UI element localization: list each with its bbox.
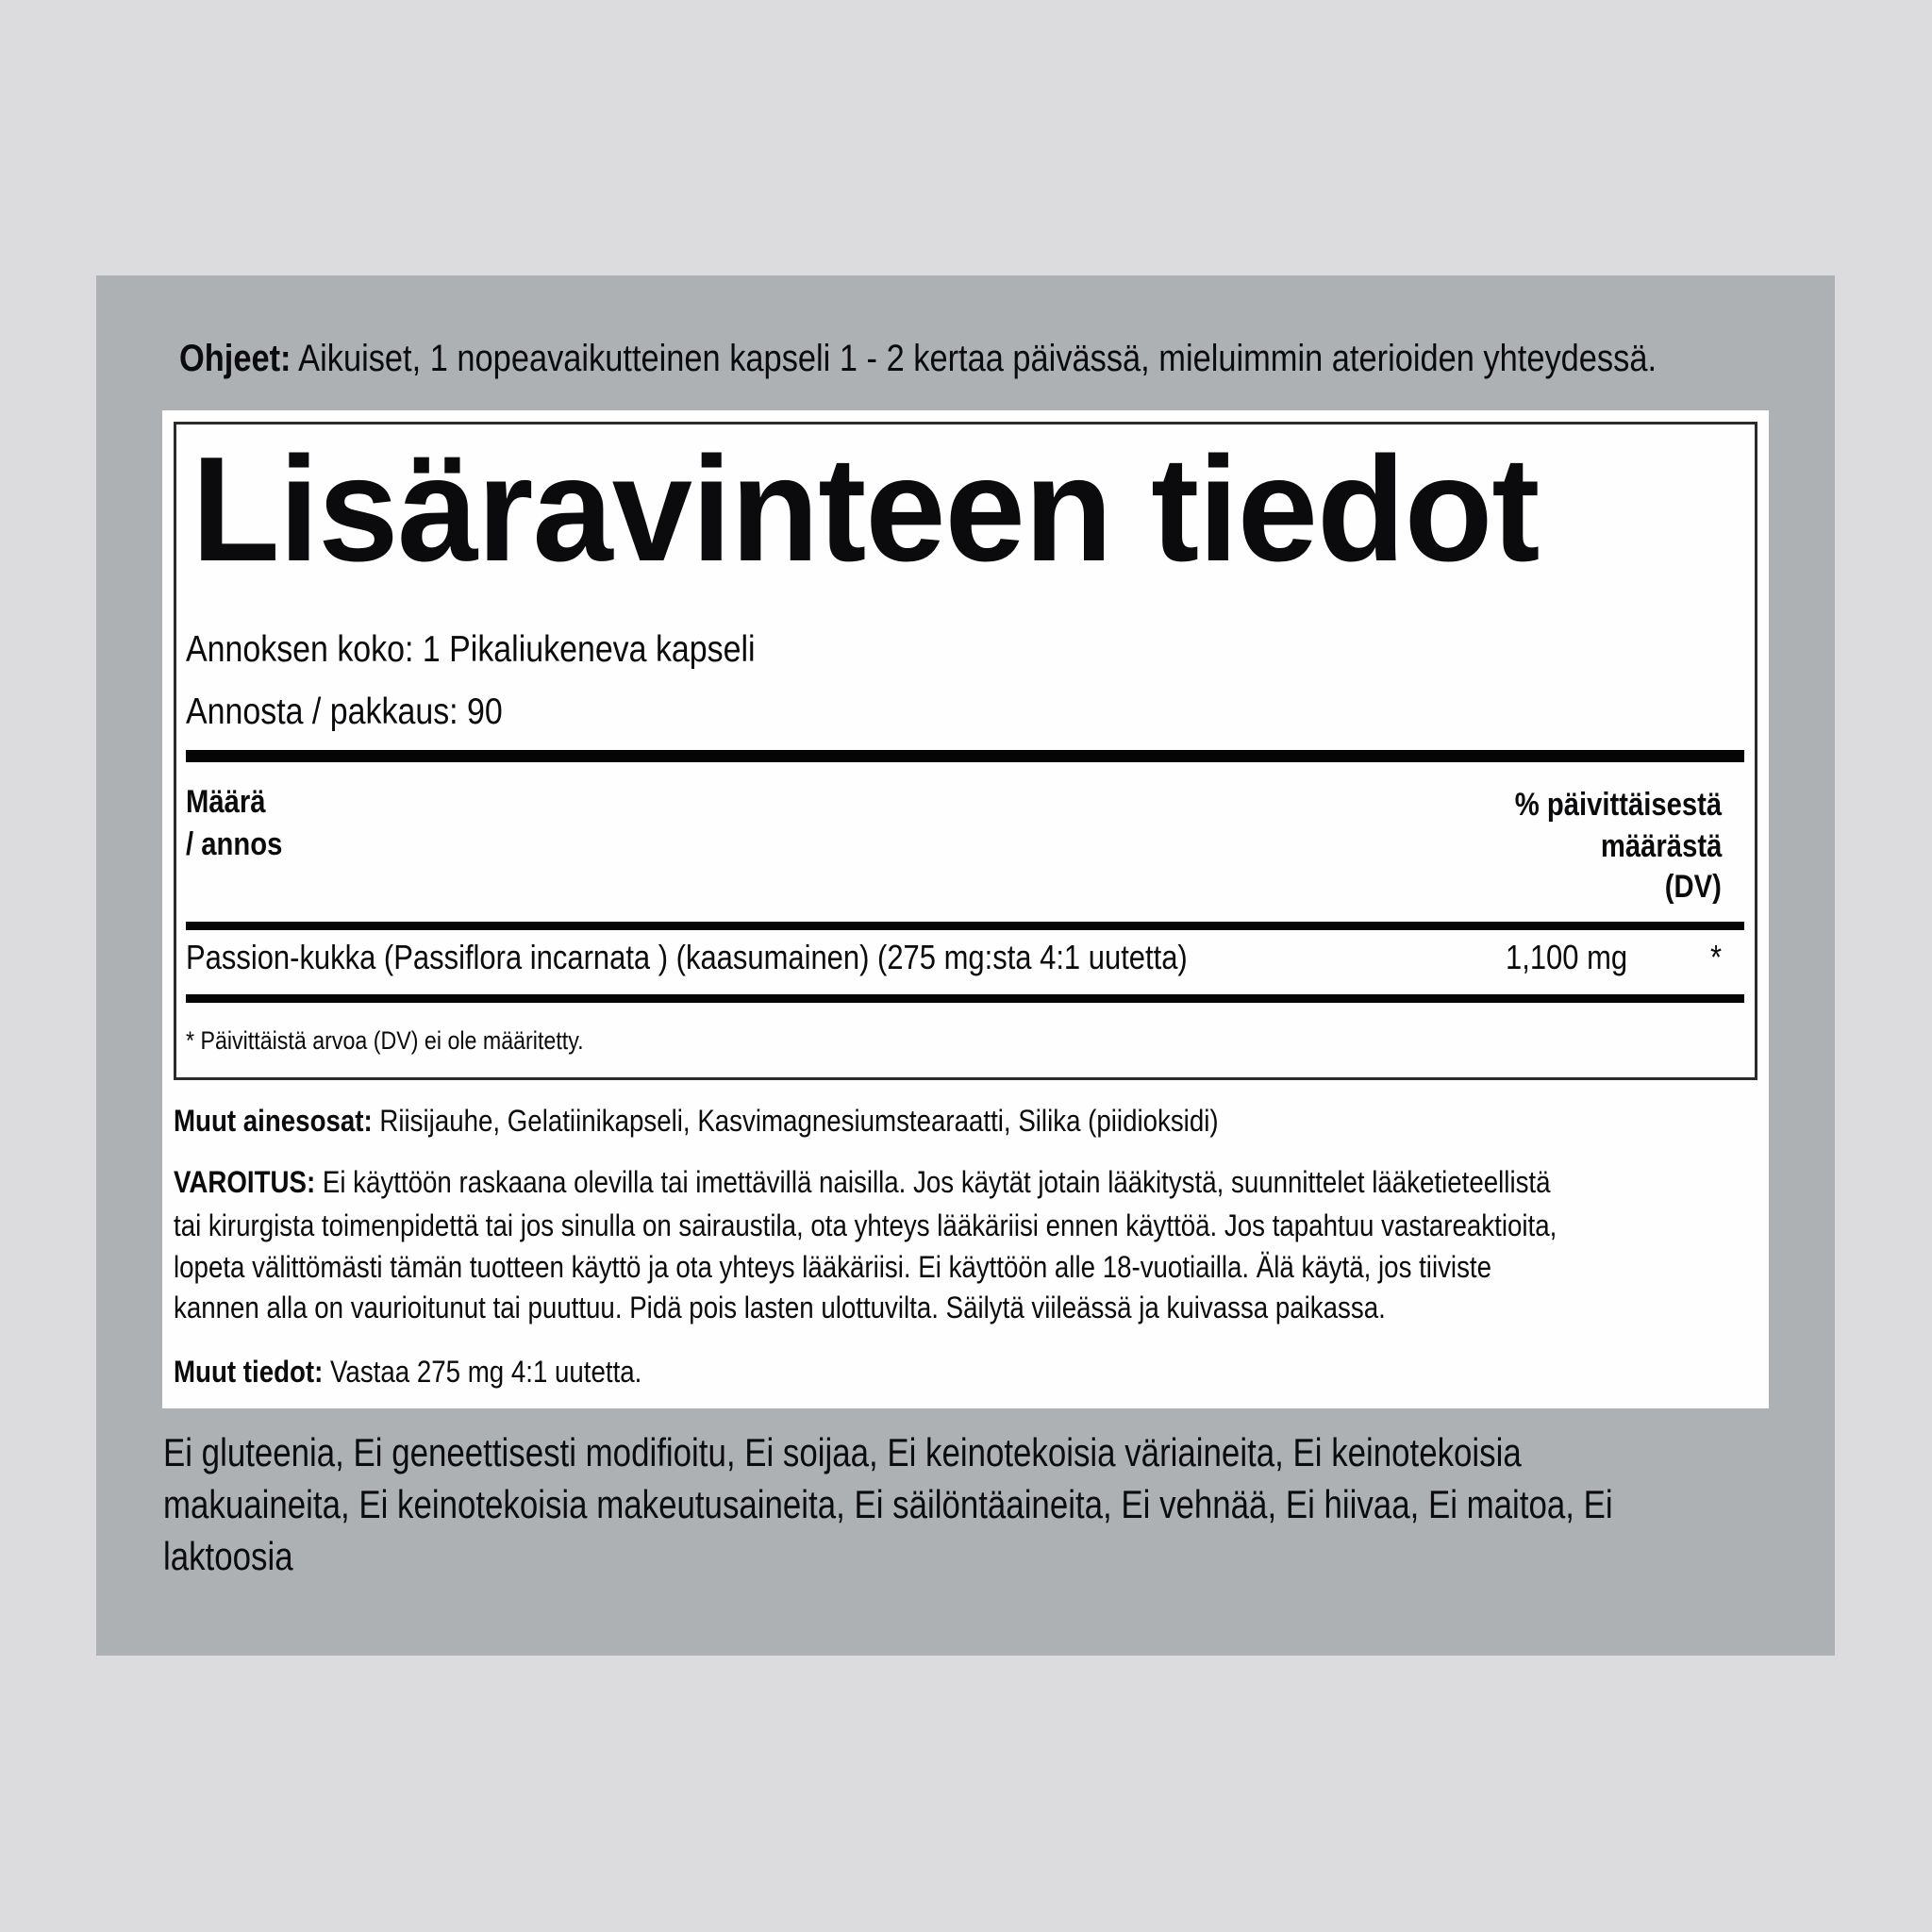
other-info-label: Muut tiedot: bbox=[174, 1355, 324, 1389]
other-ingredients bbox=[174, 1106, 1219, 1136]
amount-header-line-1: Määrä bbox=[186, 784, 266, 820]
supplement-facts-title: Lisäravinteen tiedot bbox=[192, 426, 1540, 592]
dv-footnote: * Päivittäistä arvoa (DV) ei ole määritetty. bbox=[186, 1026, 584, 1055]
other-info bbox=[174, 1357, 641, 1387]
servings-per-container: Annosta / pakkaus: 90 bbox=[186, 691, 503, 732]
ingredient-name: Passion-kukka (Passiflora incarnata ) (kaasumainen) (275 mg:sta 4:1 uutetta) bbox=[186, 938, 1188, 976]
warning-text-1: Ei käyttöön raskaana olevilla tai imettävillä naisilla. Jos käytät jotain lääkitystä, suunnittelet lääketieteellistä bbox=[322, 1165, 1551, 1199]
warning-line-2: tai kirurgista toimenpidettä tai jos sinulla on sairaustila, ota yhteys lääkäriisi ennen käyttöä. Jos tapahtuu vastareaktioita, bbox=[174, 1208, 1557, 1242]
free-from-line-3: laktoosia bbox=[163, 1534, 293, 1578]
free-from-line-1: Ei gluteenia, Ei geneettisesti modifioitu, Ei soijaa, Ei keinotekoisia väriaineita, Ei keinotekoisia bbox=[163, 1430, 1522, 1474]
dv-header-line-3: (DV) bbox=[1664, 869, 1722, 905]
row-rule bbox=[186, 994, 1744, 1003]
warning-label: VAROITUS: bbox=[174, 1165, 316, 1199]
serving-size: Annoksen koko: 1 Pikaliukeneva kapseli bbox=[186, 629, 756, 670]
header-rule bbox=[186, 922, 1744, 930]
directions-text: Aikuiset, 1 nopeavaikutteinen kapseli 1 - 2 kertaa päivässä, mieluimmin aterioiden yhteydessä. bbox=[298, 338, 1657, 379]
dv-header-line-2: määrästä bbox=[1600, 828, 1722, 864]
thick-rule bbox=[186, 750, 1744, 762]
amount-header-line-2: / annos bbox=[186, 826, 283, 862]
other-info-text: Vastaa 275 mg 4:1 uutetta. bbox=[330, 1355, 642, 1389]
other-ingredients-text: Riisijauhe, Gelatiinikapseli, Kasvimagnesiumstearaatti, Silika (piidioksidi) bbox=[379, 1104, 1219, 1138]
ingredient-dv: * bbox=[1709, 938, 1722, 976]
ingredient-amount: 1,100 mg bbox=[1505, 938, 1627, 976]
directions bbox=[179, 340, 1657, 377]
free-from-line-2: makuaineita, Ei keinotekoisia makeutusaineita, Ei säilöntäaineita, Ei vehnää, Ei hiivaa, Ei maitoa, Ei bbox=[163, 1482, 1613, 1526]
dv-header-line-1: % päivittäisestä bbox=[1514, 787, 1722, 823]
warning-line-1 bbox=[174, 1167, 1551, 1197]
directions-label: Ohjeet: bbox=[179, 338, 291, 379]
warning-line-4: kannen alla on vaurioitunut tai puuttuu. Pidä pois lasten ulottuvilta. Säilytä viileässä ja kuivassa paikassa. bbox=[174, 1291, 1386, 1324]
warning-line-3: lopeta välittömästi tämän tuotteen käyttö ja ota yhteys lääkäriisi. Ei käyttöön alle 18-vuotiailla. Älä käytä, jos tiiviste bbox=[174, 1250, 1492, 1284]
other-ingredients-label: Muut ainesosat: bbox=[174, 1104, 373, 1138]
